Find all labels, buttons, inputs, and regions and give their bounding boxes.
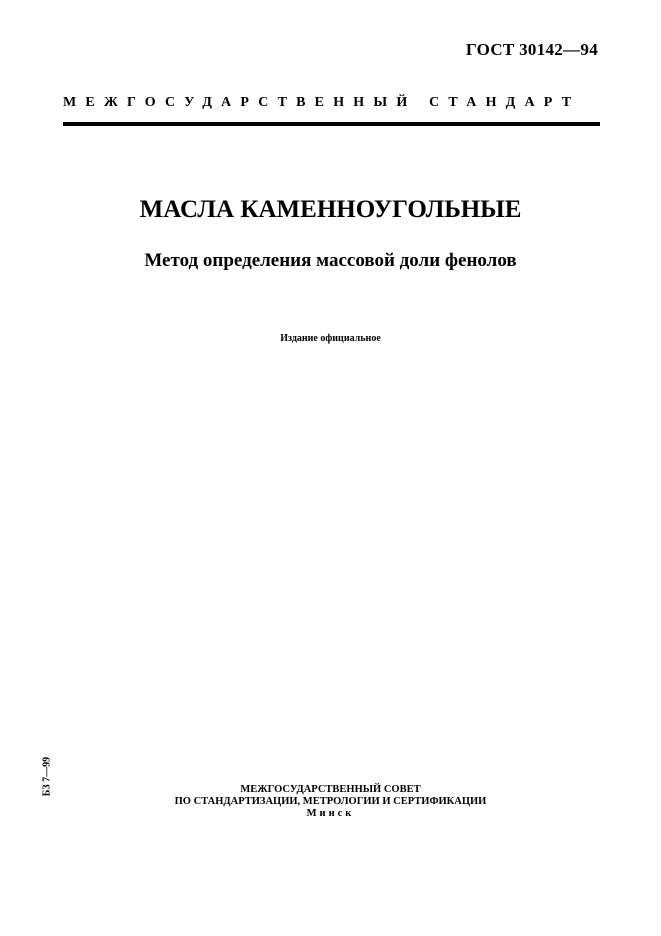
document-title: МАСЛА КАМЕННОУГОЛЬНЫЕ — [139, 196, 522, 223]
publisher-block — [0, 784, 661, 820]
publisher-line-2: ПО СТАНДАРТИЗАЦИИ, МЕТРОЛОГИИ И СЕРТИФИКАЦИИ — [174, 796, 487, 807]
header-divider — [63, 122, 600, 126]
document-subtitle: Метод определения массовой доли фенолов — [144, 250, 517, 271]
publisher-city: Минск — [306, 808, 355, 819]
publisher-line-1: МЕЖГОСУДАРСТВЕННЫЙ СОВЕТ — [240, 784, 421, 795]
side-catalog-code: БЗ 7—99 — [41, 756, 53, 797]
document-number: ГОСТ 30142—94 — [465, 40, 598, 59]
edition-note: Издание официальное — [280, 333, 381, 344]
standard-type-heading: МЕЖГОСУДАРСТВЕННЫЙ СТАНДАРТ — [63, 95, 581, 110]
